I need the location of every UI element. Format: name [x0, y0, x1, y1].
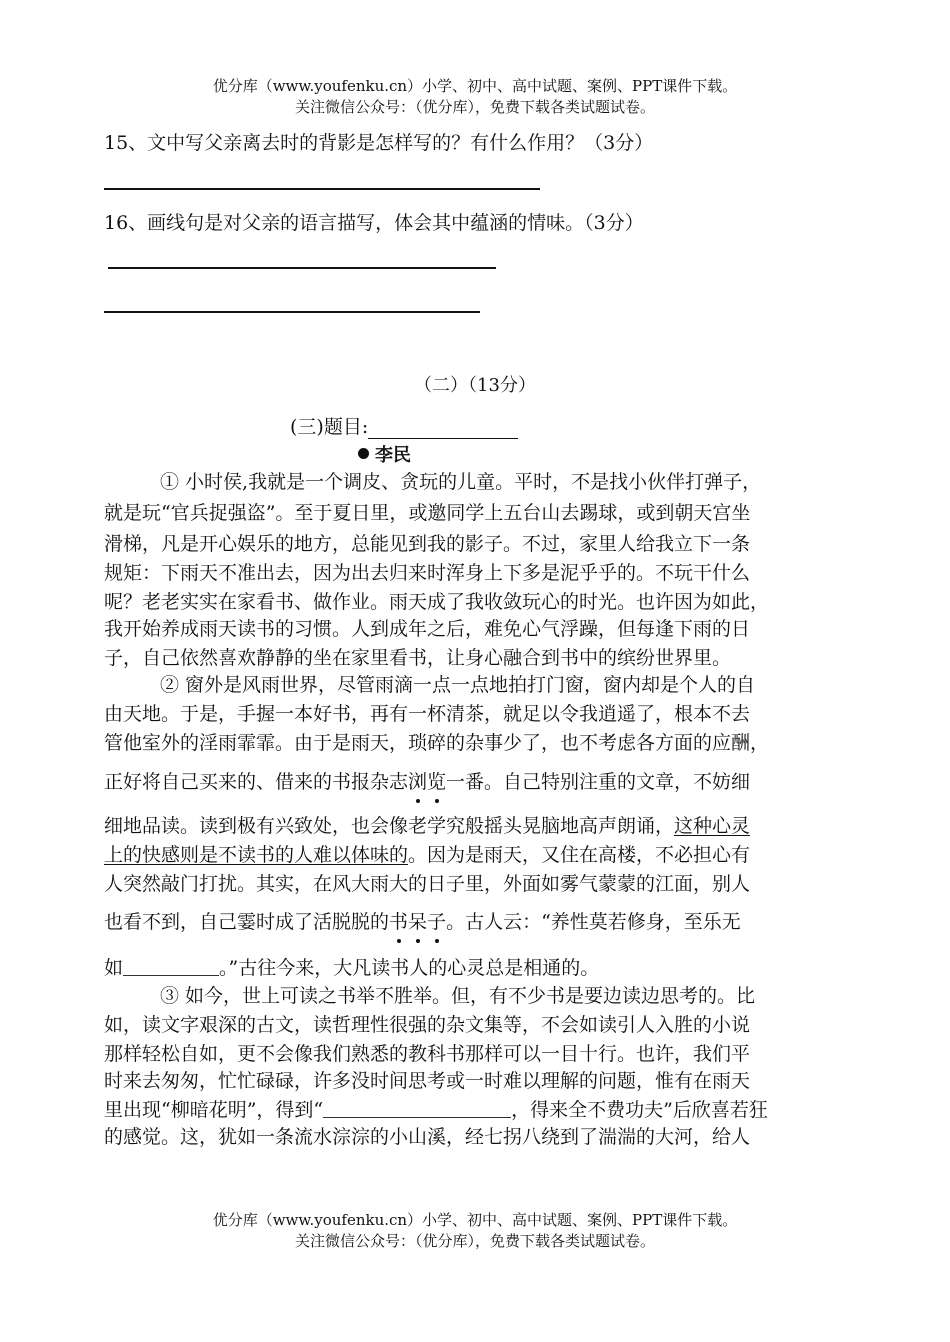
text-line [104, 767, 854, 794]
author-name: 李民 [375, 445, 411, 466]
text-line: 那样轻松自如，更不会像我们熟悉的教科书那样可以一目十行。也许，我们平 [104, 1043, 751, 1065]
text-line: 如，读文字艰深的古文，读哲理性很强的杂文集等，不会如读引人入胜的小说 [104, 1014, 751, 1036]
text-segment: 里出现“柳暗花明”，得到“ [104, 1099, 324, 1121]
text-line [104, 953, 854, 980]
author-line [358, 441, 411, 467]
text-segment: 。因为是雨天，又住在高楼，不必担心有 [408, 844, 751, 866]
text-line [104, 907, 854, 934]
title-blank[interactable] [368, 418, 518, 439]
emphasis-char: 呆 [408, 911, 428, 933]
text-segment: 如 [104, 957, 124, 979]
answer-line-16a[interactable] [108, 267, 496, 269]
text-line: 我开始养成雨天读书的习惯。人到成年之后，难免心气浮躁，但每逢下雨的日 [104, 618, 751, 640]
text-segment: 。古人云：“养性莫若修身，至乐无 [446, 911, 741, 933]
text-line: 子，自己依然喜欢静静的坐在家里看书，让身心融合到书中的缤纷世界里。 [104, 647, 732, 669]
text-line: 就是玩“官兵捉强盗”。至于夏日里，或邀同学上五台山去踢球，或到朝天宫坐 [104, 502, 751, 524]
text-line: ③ 如今，世上可读之书举不胜举。但，有不少书是要边读边思考的。比 [160, 985, 756, 1007]
text-line [104, 811, 854, 838]
page-footer [0, 1210, 950, 1252]
emphasis-char: 览 [427, 771, 447, 793]
text-segment: 。”古往今来，大凡读书人的心灵总是相通的。 [219, 957, 600, 979]
text-line: 人突然敲门打扰。其实，在风大雨大的日子里，外面如雾气蒙蒙的江面，别人 [104, 873, 751, 895]
underlined-sentence: 这种心灵 [674, 815, 751, 837]
text-line: 滑梯，凡是开心娱乐的地方，总能见到我的影子。不过，家里人给我立下一条 [104, 533, 751, 555]
text-line: 管他室外的淫雨霏霏。由于是雨天，琐碎的杂事少了，也不考虑各方面的应酬， [104, 732, 770, 754]
header-line-1: 优分库（www.youfenku.cn）小学、初中、高中试题、案例、PPT课件下载。 [212, 77, 738, 95]
footer-line-1: 优分库（www.youfenku.cn）小学、初中、高中试题、案例、PPT课件下载。 [212, 1211, 738, 1229]
underlined-sentence: 上的快感则是不读书的人难以体味的 [104, 844, 409, 866]
text-segment: 细地品读。读到极有兴致处，也会像老学究般摇头晃脑地高声朗诵， [104, 815, 675, 837]
question-15: 15、文中写父亲离去时的背影是怎样写的？有什么作用？（3分） [104, 132, 654, 154]
section-heading: （二）（13分） [414, 375, 536, 396]
header-line-2: 关注微信公众号：（优分库），免费下载各类试题试卷。 [294, 98, 655, 116]
text-line: 呢？老老实实在家看书、做作业。雨天成了我收敛玩心的时光。也许因为如此， [104, 591, 770, 613]
text-segment: 一番。自己特别注重的文章，不妨细 [446, 771, 751, 793]
page-header [0, 76, 950, 118]
emphasis-char: 子 [427, 911, 447, 933]
text-line [104, 1095, 854, 1122]
text-segment: ，得来全不费功夫”后欣喜若狂 [511, 1099, 768, 1121]
text-line: 的感觉。这，犹如一条流水淙淙的小山溪，经七拐八绕到了湍湍的大河，给人 [104, 1126, 751, 1148]
text-line: 由天地。于是，手握一本好书，再有一杯清茶，就足以令我逍遥了，根本不去 [104, 703, 751, 725]
text-line: 时来去匆匆，忙忙碌碌，许多没时间思考或一时难以理解的问题，惟有在雨天 [104, 1070, 751, 1092]
emphasis-char: 浏 [408, 771, 428, 793]
question-16: 16、画线句是对父亲的语言描写，体会其中蕴涵的情味。（3分） [104, 212, 644, 234]
text-segment: 也看不到，自己霎时成了活脱脱的 [104, 911, 390, 933]
text-line: 规矩：下雨天不准出去，因为出去归来时浑身上下多是泥乎乎的。不玩干什么 [104, 562, 751, 584]
bullet-icon [358, 448, 369, 459]
title-row [290, 412, 518, 439]
text-line [104, 840, 854, 867]
title-label: (三)题目: [290, 416, 369, 438]
text-segment: 正好将自己买来的、借来的书报杂志 [104, 771, 409, 793]
fill-blank[interactable] [323, 1099, 511, 1118]
answer-line-15[interactable] [104, 188, 540, 190]
footer-line-2: 关注微信公众号：（优分库），免费下载各类试题试卷。 [294, 1232, 655, 1250]
emphasis-char: 书 [389, 911, 409, 933]
answer-line-16b[interactable] [104, 311, 480, 313]
text-line: ② 窗外是风雨世界，尽管雨滴一点一点地拍打门窗，窗内却是个人的自 [160, 674, 756, 696]
fill-blank[interactable] [123, 957, 219, 976]
text-line: ① 小时侯,我就是一个调皮、贪玩的儿童。平时，不是找小伙伴打弹子， [160, 471, 762, 493]
